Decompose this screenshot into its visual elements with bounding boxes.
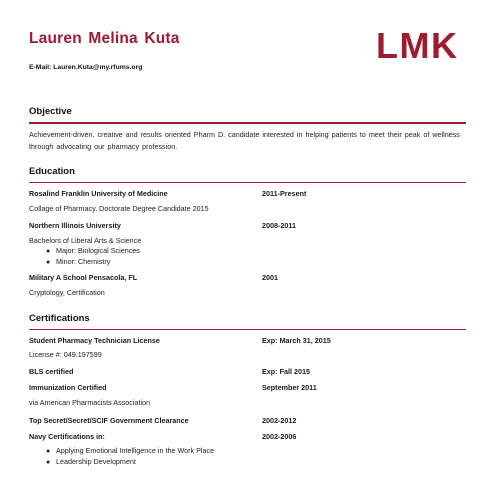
- certifications-divider: [29, 329, 466, 330]
- email-line: [29, 64, 142, 71]
- certification-dates: September 2011: [262, 383, 317, 392]
- bullet-icon: ●: [46, 448, 51, 455]
- certification-name: Student Pharmacy Technician License: [29, 336, 160, 345]
- list-item: ● Major: Biological Sciences: [46, 246, 140, 255]
- list-item: ● Minor: Chemistry: [46, 257, 111, 266]
- certification-dates: Exp: March 31, 2015: [262, 336, 331, 345]
- email-label: E-Mail:: [29, 64, 52, 71]
- school-dates: 2008-2011: [262, 221, 296, 230]
- certification-dates: 2002-2006: [262, 432, 297, 441]
- certification-name: Navy Certifications in:: [29, 432, 105, 441]
- list-item: ● Applying Emotional Intelligence in the Work Place: [46, 446, 215, 455]
- school-dates: 2011-Present: [262, 189, 307, 198]
- school-detail: Cryptology, Certification: [29, 288, 105, 297]
- certification-name: Top Secret/Secret/SCIF Government Clearance: [29, 416, 189, 425]
- certifications-title: Certifications: [29, 313, 90, 324]
- email-address[interactable]: Lauren.Kuta@my.rfums.org: [53, 64, 143, 71]
- objective-section: [29, 106, 466, 152]
- certification-detail: License #: 049.197599: [29, 350, 102, 359]
- list-item: ● Leadership Development: [46, 457, 136, 466]
- school-name: Military A School Pensacola, FL: [29, 273, 138, 282]
- education-divider: [29, 182, 466, 183]
- certification-dates: 2002-2012: [262, 416, 297, 425]
- school-detail: Collage of Pharmacy, Doctorate Degree Candidate 2015: [29, 204, 209, 213]
- education-section: [29, 166, 466, 183]
- certification-name: Immunization Certified: [29, 383, 107, 392]
- bullet-icon: ●: [46, 459, 51, 466]
- school-dates: 2001: [262, 273, 278, 282]
- certification-dates: Exp: Fall 2015: [262, 367, 310, 376]
- bullet-icon: ●: [46, 248, 51, 255]
- objective-divider: [29, 122, 466, 124]
- candidate-name: Lauren Melina Kuta: [29, 30, 180, 47]
- certification-detail: via American Pharmacists Association: [29, 398, 151, 407]
- school-detail: Bachelors of Liberal Arts & Science: [29, 236, 142, 245]
- monogram-logo: LMK: [376, 25, 459, 66]
- school-name: Northern Illinois University: [29, 221, 121, 230]
- education-title: Education: [29, 166, 75, 177]
- bullet-icon: ●: [46, 259, 51, 266]
- objective-text: Achievement-driven, creative and results oriented Pharm D. candidate interested in helping patients to meet their peak of wellness through advocating our pharmacy profession.: [29, 130, 460, 151]
- school-name: Rosalind Franklin University of Medicine: [29, 189, 168, 198]
- certification-name: BLS certified: [29, 367, 74, 376]
- certifications-section: [29, 313, 466, 330]
- objective-title: Objective: [29, 106, 72, 117]
